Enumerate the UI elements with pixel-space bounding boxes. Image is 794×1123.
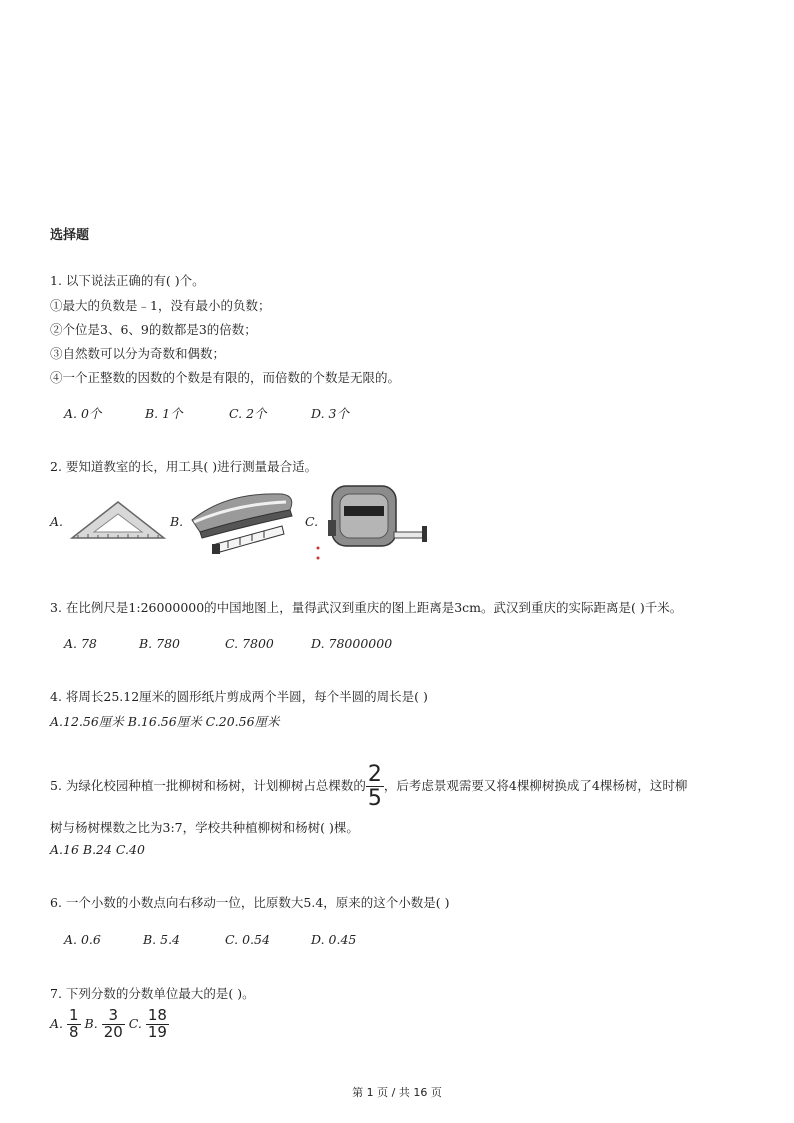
q5-stem-line2: 树与杨树棵数之比为3:7，学校共种植柳树和杨树( )棵。: [50, 820, 359, 835]
page-footer: 第 1 页 / 共 16 页: [352, 1086, 442, 1099]
q7-stem: 7. 下列分数的分数单位最大的是( )。: [50, 986, 255, 1001]
q3-option-a: A. 78: [64, 636, 97, 651]
q7-option-c-denominator: 19: [147, 1023, 167, 1041]
q1-statement-3: ③自然数可以分为奇数和偶数；: [50, 346, 226, 361]
q5-stem-line1: [50, 760, 687, 812]
q6-option-a: A. 0.6: [64, 932, 101, 947]
q5-stem-after: ，后考虑景观需要又将4棵柳树换成了4棵杨树，这时柳: [383, 778, 688, 793]
q7-option-b-numerator: 3: [108, 1006, 118, 1025]
q1-option-c: C. 2个: [229, 406, 267, 421]
q1-option-b: B. 1个: [145, 406, 183, 421]
q5-fraction-denominator: 5: [367, 786, 382, 811]
q6-stem: 6. 一个小数的小数点向右移动一位，比原数大5.4，原来的这个小数是( ): [50, 895, 450, 910]
q7-option-a-denominator: 8: [69, 1023, 79, 1041]
q7-option-c-fraction: [146, 1008, 169, 1041]
q2-stem: 2. 要知道教室的长，用工具( )进行测量最合适。: [50, 459, 318, 474]
q7-option-c-numerator: 18: [147, 1006, 167, 1025]
q1-option-d: D. 3个: [311, 406, 349, 421]
q1-statement-2: ②个位是3、6、9的数都是3的倍数；: [50, 322, 257, 337]
q6-option-c: C. 0.54: [225, 932, 270, 947]
q1-stem: 1. 以下说法正确的有( )个。: [50, 273, 205, 288]
q4-options: A.12.56厘米 B.16.56厘米 C.20.56厘米: [50, 714, 280, 729]
q7-option-b-denominator: 20: [103, 1023, 123, 1041]
q5-stem-before: 5. 为绿化校园种植一批柳树和杨树，计划柳树占总棵数的: [50, 778, 366, 793]
q7-option-c-label: C.: [128, 1016, 142, 1031]
q2-label-c: C.: [305, 514, 319, 529]
q3-option-c: C. 7800: [225, 636, 274, 651]
q1-option-a: A. 0个: [64, 406, 102, 421]
section-title: 选择题: [50, 228, 90, 243]
q7-option-b-fraction: [102, 1008, 125, 1041]
triangle-ruler-image: [68, 496, 168, 544]
q6-option-b: B. 5.4: [143, 932, 181, 947]
q7-option-a-numerator: 1: [69, 1006, 79, 1025]
soft-tape-measure-image: [186, 488, 298, 562]
q5-fraction: [366, 763, 384, 810]
q1-statement-4: ④一个正整数的因数的个数是有限的，而倍数的个数是无限的。: [50, 370, 401, 385]
q2-label-b: B.: [170, 514, 184, 529]
q4-stem: 4. 将周长25.12厘米的圆形纸片剪成两个半圆，每个半圆的周长是( ): [50, 689, 428, 704]
q6-option-d: D. 0.45: [311, 932, 357, 947]
q7-option-a-label: A.: [50, 1016, 64, 1031]
q2-label-a: A.: [50, 514, 64, 529]
q5-options: A.16 B.24 C.40: [50, 842, 145, 857]
q7-options: [50, 1002, 169, 1046]
q7-option-a-fraction: [67, 1008, 81, 1041]
q5-fraction-numerator: 2: [367, 761, 382, 787]
q3-option-d: D. 78000000: [311, 636, 393, 651]
steel-tape-measure-image: [310, 480, 436, 564]
q7-option-b-label: B.: [84, 1016, 98, 1031]
q3-option-b: B. 780: [139, 636, 180, 651]
q1-statement-1: ①最大的负数是﹣1，没有最小的负数；: [50, 298, 271, 313]
q3-stem: 3. 在比例尺是1:26000000的中国地图上，量得武汉到重庆的图上距离是3cm。武汉到重庆的实际距离是( )千米。: [50, 600, 683, 615]
